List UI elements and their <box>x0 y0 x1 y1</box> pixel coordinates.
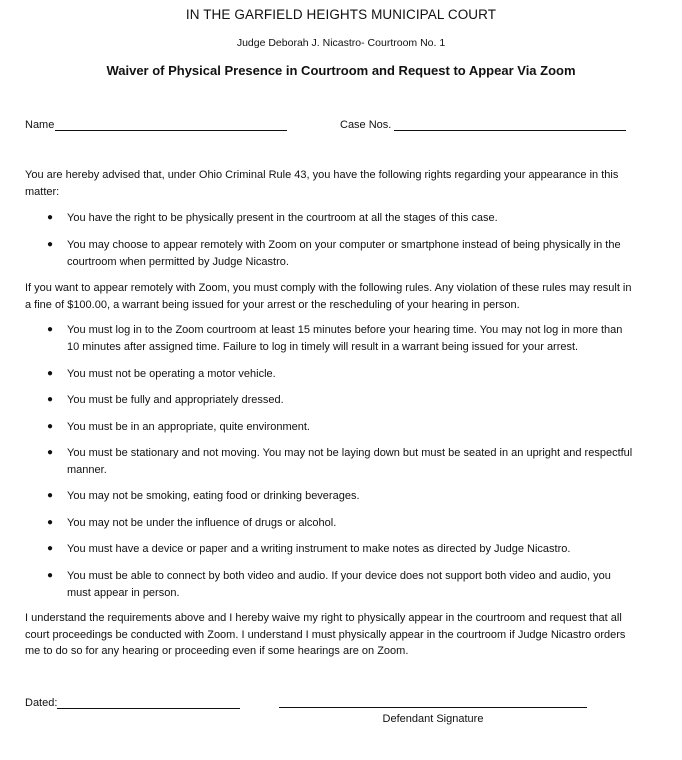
rule-text: You must have a device or paper and a writing instrument to make notes as directed by Judge Nicastro. <box>67 543 571 555</box>
list-item <box>47 568 637 601</box>
rule-text: You must log in to the Zoom courtroom at least 15 minutes before your hearing time. You may not log in more than 10 minutes after assigned time. Failure to log in timely will result in a warrant being issued for your arrest. <box>67 324 623 353</box>
list-item <box>47 210 637 227</box>
document-title: Waiver of Physical Presence in Courtroom and Request to Appear Via Zoom <box>106 63 576 78</box>
rule-text: You may not be under the influence of drugs or alcohol. <box>67 517 337 529</box>
signature-blank-line[interactable] <box>279 707 587 708</box>
list-item <box>47 237 637 270</box>
list-item <box>47 445 637 478</box>
rule-text: You must be in an appropriate, quite environment. <box>67 421 310 433</box>
list-item <box>47 419 637 436</box>
list-item <box>47 488 637 505</box>
dated-field[interactable] <box>25 696 240 709</box>
dated-blank-line[interactable] <box>57 696 240 709</box>
bullet-icon: ● <box>47 517 54 528</box>
court-name-heading: IN THE GARFIELD HEIGHTS MUNICIPAL COURT <box>185 7 497 22</box>
list-item <box>47 322 637 355</box>
list-item <box>47 541 637 558</box>
bullet-icon: ● <box>47 421 54 432</box>
bullet-icon: ● <box>47 239 54 250</box>
bullet-icon: ● <box>47 447 54 458</box>
dated-label: Dated: <box>25 697 58 709</box>
list-item <box>47 392 637 409</box>
rules-intro-paragraph: If you want to appear remotely with Zoom, you must comply with the following rules. Any violation of these rules may result in a fine of $100.00, a warrant being issued for your arrest or the rescheduling of your hearing in person. <box>25 282 632 311</box>
bullet-icon: ● <box>47 570 54 581</box>
bullet-icon: ● <box>47 543 54 554</box>
case-number-field[interactable] <box>340 118 626 131</box>
bullet-icon: ● <box>47 324 54 335</box>
list-item <box>47 515 637 532</box>
defendant-signature-label: Defendant Signature <box>382 713 484 725</box>
rule-text: You must be stationary and not moving. You may not be laying down but must be seated in an upright and respectful manner. <box>67 447 633 476</box>
right-text: You may choose to appear remotely with Zoom on your computer or smartphone instead of being physically in the courtroom when permitted by Judge Nicastro. <box>67 239 621 268</box>
name-blank-line[interactable] <box>55 118 287 131</box>
list-item <box>47 366 637 383</box>
bullet-icon: ● <box>47 394 54 405</box>
rule-text: You may not be smoking, eating food or drinking beverages. <box>67 490 360 502</box>
rule-text: You must not be operating a motor vehicle. <box>67 368 276 380</box>
rule-text: You must be able to connect by both video and audio. If your device does not support both video and audio, you must appear in person. <box>67 570 611 599</box>
bullet-icon: ● <box>47 490 54 501</box>
bullet-icon: ● <box>47 212 54 223</box>
bullet-icon: ● <box>47 368 54 379</box>
right-text: You have the right to be physically present in the courtroom at all the stages of this case. <box>67 212 498 224</box>
case-number-label: Case Nos. <box>340 119 392 131</box>
waiver-paragraph: I understand the requirements above and I hereby waive my right to physically appear in the courtroom and request that all court proceedings be conducted with Zoom. I understand I must physically appear in the courtroom if Judge Nicastro orders me to do so for any hearing or proceeding even if some hearings are on Zoom. <box>25 612 626 657</box>
case-number-blank-line[interactable] <box>394 118 626 131</box>
rule-text: You must be fully and appropriately dressed. <box>67 394 284 406</box>
name-field[interactable] <box>25 118 287 131</box>
judge-courtroom-line: Judge Deborah J. Nicastro- Courtroom No. 1 <box>236 37 446 49</box>
rights-intro-paragraph: You are hereby advised that, under Ohio Criminal Rule 43, you have the following rights regarding your appearance in this matter: <box>25 169 619 198</box>
name-label: Name <box>25 119 55 131</box>
